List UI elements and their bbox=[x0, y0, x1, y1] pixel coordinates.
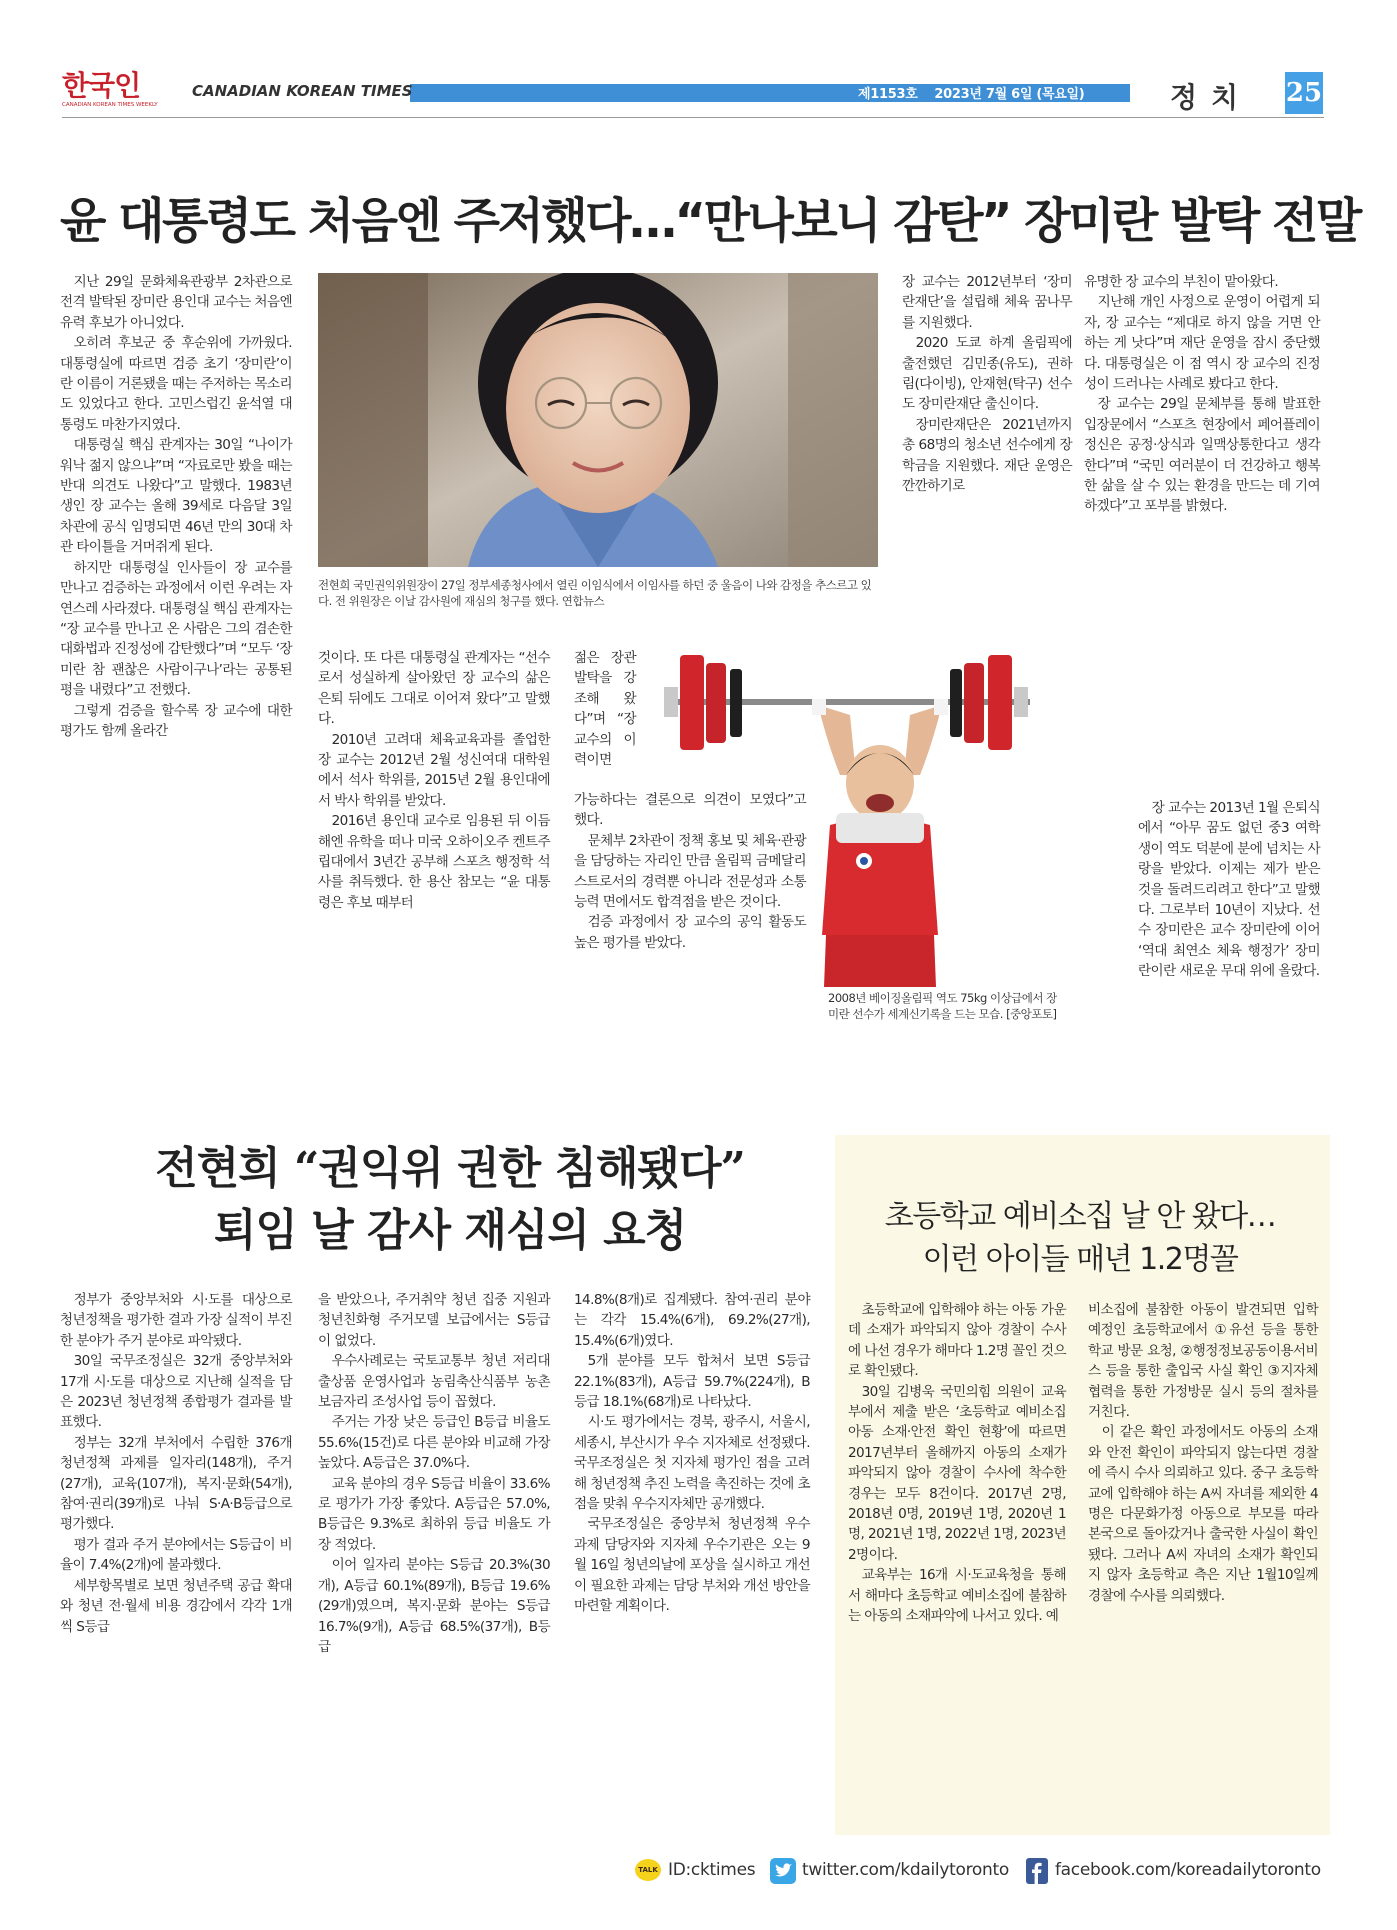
article2-headline-line2: 퇴임 날 감사 재심의 요청 bbox=[213, 1205, 687, 1256]
logo-text: 한국인 bbox=[62, 69, 141, 102]
paragraph: 14.8%(8개)로 집계됐다. 참여·권리 분야는 각각 15.4%(6개), 69.2%(27개), 15.4%(6개)였다. bbox=[574, 1292, 810, 1349]
paragraph: 지난해 개인 사정으로 운영이 어렵게 되자, 장 교수는 “제대로 하지 않을 거면 안 하는 게 낫다”며 재단 운영을 잠시 중단했다. 대통령실은 이 점 역시 장 교수의 진정성이 드러나는 사례로 봤다고 한다. bbox=[1084, 294, 1320, 393]
paragraph: 검증 과정에서 장 교수의 공익 활동도 높은 평가를 받았다. bbox=[574, 914, 806, 951]
section-title: 정치 bbox=[1170, 81, 1253, 114]
twitter-icon bbox=[770, 1858, 796, 1884]
paragraph: 시·도 평가에서는 경북, 광주시, 서울시, 세종시, 부산시가 우수 지자체로 선정됐다. 국무조정실은 첫 지자체 평가인 점을 고려해 청년정책 추진 노력을 촉진하는 것에 초점을 맞춰 우수지자체만 공개했다. bbox=[574, 1414, 810, 1513]
paragraph: 장 교수는 2012년부터 ‘장미란재단’을 설립해 체육 꿈나무를 지원했다. bbox=[902, 274, 1072, 331]
newspaper-logo bbox=[62, 70, 186, 110]
paragraph: 장미란재단은 2021년까지 총 68명의 청소년 선수에게 장학금을 지원했다. 재단 운영은 깐깐하기로 bbox=[902, 416, 1072, 495]
facebook-link[interactable]: facebook.com/koreadailytoronto bbox=[1055, 1860, 1321, 1880]
photo2-caption: 2008년 베이징올림픽 역도 75kg 이상급에서 장미란 선수가 세계신기록을 드는 모습. [중앙포토] bbox=[828, 991, 1057, 1021]
article2-headline-line1: 전현희 “권익위 권한 침해됐다” bbox=[155, 1143, 745, 1194]
kakao-icon bbox=[635, 1859, 661, 1881]
article3-headline-line2: 이런 아이들 매년 1.2명꼴 bbox=[922, 1242, 1238, 1277]
paragraph: 2016년 용인대 교수로 임용된 뒤 이듬해엔 유학을 떠나 미국 오하이오주 켄트주립대에서 3년간 공부해 스포츠 행정학 석사를 취득했다. 한 용산 참모는 “윤 대통령은 후보 때부터 bbox=[318, 813, 550, 911]
paragraph: 대통령실 핵심 관계자는 30일 “나이가 워낙 젊지 않으냐”며 “자료로만 봤을 때는 반대 의견도 나왔다”고 말했다. 1983년생인 장 교수는 올해 39세로 다음달 3일 차관에 공식 임명되면 46년 만의 30대 차관 타이틀을 거머쥐게 된다. bbox=[60, 437, 292, 556]
portrait-photo bbox=[318, 273, 878, 567]
paragraph: 평가 결과 주거 분야에서는 S등급이 비율이 7.4%(2개)에 불과했다. bbox=[60, 1536, 292, 1574]
logo-subtext: CANADIAN KOREAN TIMES WEEKLY bbox=[62, 102, 158, 108]
paragraph: 것이다. 또 다른 대통령실 관계자는 “선수로서 성실하게 살아왔던 장 교수의 삶은 은퇴 뒤에도 그대로 이어져 왔다”고 말했다. bbox=[318, 650, 550, 728]
paragraph: 30일 국무조정실은 32개 중앙부처와 17개 시·도를 대상으로 지난해 실적을 담은 2023년 청년정책 종합평가 결과를 발표했다. bbox=[60, 1353, 292, 1431]
paragraph: 교육부는 16개 시·도교육청을 통해서 해마다 초등학교 예비소집에 불참하는 아동의 소재파악에 나서고 있다. 예 bbox=[848, 1567, 1066, 1625]
weightlifter-photo bbox=[650, 635, 1048, 987]
article1-column-5-top bbox=[1084, 272, 1320, 517]
paragraph: 장 교수는 29일 문체부를 통해 발표한 입장문에서 “스포츠 현장에서 페어플레이 정신은 공정·상식과 일맥상통한다고 생각한다”며 “국민 여러분이 더 건강하고 행복한 삶을 살 수 있는 환경을 만드는 데 기여하겠다”고 포부를 밝혔다. bbox=[1084, 396, 1320, 515]
paragraph: 이어 일자리 분야는 S등급 20.3%(30개), A등급 60.1%(89개), B등급 19.6%(29개)였으며, 복지·문화 분야는 S등급 16.7%(9개), A등급 68.5%(37개), B등급 bbox=[318, 1557, 550, 1655]
paragraph: 을 받았으나, 주거취약 청년 집중 지원과 청년친화형 주거모델 보급에서는 S등급이 없었다. bbox=[318, 1292, 550, 1349]
paragraph: 유명한 장 교수의 부친이 맡아왔다. bbox=[1084, 274, 1279, 290]
paragraph: 2020 도쿄 하계 올림픽에 출전했던 김민종(유도), 권하림(다이빙), 안재현(탁구) 선수도 장미란재단 출신이다. bbox=[902, 335, 1072, 413]
paragraph: 비소집에 불참한 아동이 발견되면 입학 예정인 초등학교에서 ①유선 등을 통한 학교 방문 요청, ②행정정보공동이용서비스 등을 통한 출입국 사실 확인 ③지자체 협력을 통한 가정방문 실시 등의 절차를 거친다. bbox=[1088, 1302, 1318, 1421]
article3-column-2 bbox=[1088, 1300, 1318, 1606]
paragraph: 그렇게 검증을 할수록 장 교수에 대한 평가도 함께 올라간 bbox=[60, 702, 292, 739]
paragraph: 초등학교에 입학해야 하는 아동 가운데 소재가 파악되지 않아 경찰이 수사에 나선 경우가 해마다 1.2명 꼴인 것으로 확인됐다. bbox=[848, 1302, 1066, 1380]
paragraph: 교육 분야의 경우 S등급 비율이 33.6%로 평가가 가장 좋았다. A등급은 57.0%, B등급은 9.3%로 최하위 등급 비율도 가장 적었다. bbox=[318, 1475, 550, 1553]
paragraph: 국무조정실은 중앙부처 청년정책 우수과제 담당자와 지자체 우수기관은 오는 9월 16일 청년의날에 포상을 실시하고 개선이 필요한 과제는 담당 부처와 개선 방안을 마련할 계획이다. bbox=[574, 1516, 810, 1615]
twitter-link[interactable]: twitter.com/kdailytoronto bbox=[802, 1860, 1009, 1880]
article1-column-2 bbox=[318, 648, 550, 913]
kakao-badge: TALK bbox=[638, 1866, 658, 1874]
paragraph: 30일 김병욱 국민의힘 의원이 교육부에서 제출 받은 ‘초등학교 예비소집 아동 소재·안전 확인 현황’에 따르면 2017년부터 올해까지 아동의 소재가 파악되지 않아 경찰이 수사에 착수한 경우는 모두 8건이다. 2017년 2명, 2018년 0명, 2019년 1명, 2020년 1명, 2021년 1명, 2022년 1명, 2023년 2명이다. bbox=[848, 1383, 1066, 1563]
paragraph: 정부는 32개 부처에서 수립한 376개 청년정책 과제를 일자리(148개), 주거(27개), 교육(107개), 복지·문화(54개), 참여·권리(39개)로 나눠 S·A·B등급으로 평가했다. bbox=[60, 1434, 292, 1533]
article3-column-1 bbox=[848, 1300, 1066, 1627]
paragraph: 지난 29일 문화체육관광부 2차관으로 전격 발탁된 장미란 용인대 교수는 처음엔 유력 후보가 아니었다. bbox=[60, 274, 292, 331]
paragraph: 오히려 후보군 중 후순위에 가까웠다. 대통령실에 따르면 검증 초기 ‘장미란’이란 이름이 거론됐을 때는 주저하는 목소리도 있었다고 한다. 고민스럽긴 윤석열 대통령도 마찬가지였다. bbox=[60, 335, 292, 433]
kakao-id[interactable]: ID:cktimes bbox=[668, 1860, 756, 1880]
paragraph: 하지만 대통령실 인사들이 장 교수를 만나고 검증하는 과정에서 이런 우려는 자연스레 사라졌다. 대통령실 핵심 관계자는 “장 교수를 만나고 온 사람은 그의 겸손한 대화법과 진정성에 감탄했다”며 “모두 ‘장미란 참 괜찮은 사람이구나’라는 공통된 평을 내렸다”고 전했다. bbox=[60, 559, 292, 699]
article1-column-3-top bbox=[574, 648, 636, 770]
paragraph: 장 교수는 2013년 1월 은퇴식에서 “아무 꿈도 없던 중3 여학생이 역도 덕분에 분에 넘치는 사랑을 받았다. 이제는 제가 받은 것을 돌려드리려고 한다”고 말했다. 그로부터 10년이 지났다. 선수 장미란은 교수 장미란에 이어 ‘역대 최연소 체육 행정가’ 장미란이란 새로운 무대 위에 올랐다. bbox=[1138, 800, 1320, 980]
paragraph: 문체부 2차관이 정책 홍보 및 체육·관광을 담당하는 자리인 만큼 올림픽 금메달리스트로서의 경력뿐 아니라 전문성과 소통 능력 면에서도 합격점을 받은 것이다. bbox=[574, 832, 806, 911]
weightlifter-illustration bbox=[650, 635, 1048, 987]
paragraph: 정부가 중앙부처와 시·도를 대상으로 청년정책을 평가한 결과 가장 실적이 부진한 분야가 주거 분야로 파악됐다. bbox=[60, 1292, 292, 1349]
page-number: 25 bbox=[1285, 72, 1323, 114]
photo1-caption: 전현희 국민권익위원장이 27일 정부세종청사에서 열린 이임식에서 이임사를 하던 중 울음이 나와 감정을 추스르고 있다. 전 위원장은 이날 감사원에 재심의 청구를 했다. 연합뉴스 bbox=[318, 578, 872, 608]
paragraph: 젊은 장관 발탁을 강조해 왔다”며 “장 교수의 이력이면 bbox=[574, 650, 636, 769]
article2-column-1 bbox=[60, 1290, 292, 1637]
paragraph: 주거는 가장 낮은 등급인 B등급 비율도 55.6%(15건)로 다른 분야와 비교해 가장 높았다. A등급은 37.0%다. bbox=[318, 1414, 550, 1472]
article3-headline bbox=[845, 1195, 1315, 1281]
article2-column-2 bbox=[318, 1290, 550, 1657]
paragraph: 이 같은 확인 과정에서도 아동의 소재와 안전 확인이 파악되지 않는다면 경찰에 즉시 수사 의뢰하고 있다. 중구 초등학교에 입학해야 하는 A씨 자녀를 제외한 4명은 다문화가정 아동으로 부모를 따라 본국으로 돌아갔거나 출국한 사실이 확인됐다. 그러나 A씨 자녀의 소재가 확인되지 않자 초등학교 측은 지난 1월10일께 경찰에 수사를 의뢰했다. bbox=[1088, 1424, 1318, 1604]
article3-headline-line1: 초등학교 예비소집 날 안 왔다… bbox=[884, 1199, 1276, 1234]
paragraph: 5개 분야를 모두 합쳐서 보면 S등급 22.1%(83개), A등급 59.7%(224개), B등급 18.1%(68개)로 나타났다. bbox=[574, 1353, 810, 1411]
paragraph: 2010년 고려대 체육교육과를 졸업한 장 교수는 2012년 2월 성신여대 대학원에서 석사 학위를, 2015년 2월 용인대에서 박사 학위를 받았다. bbox=[318, 731, 550, 809]
paragraph: 우수사례로는 국토교통부 청년 저리대출상품 운영사업과 농림축산식품부 농촌보금자리 조성사업 등이 꼽혔다. bbox=[318, 1353, 550, 1411]
paragraph: 가능하다는 결론으로 의견이 모였다”고 했다. bbox=[574, 792, 806, 829]
article2-headline bbox=[60, 1138, 840, 1262]
article1-headline: 윤 대통령도 처음엔 주저했다…“만나보니 감탄” 장미란 발탁 전말 bbox=[60, 193, 1360, 249]
issue-date: 제1153호 2023년 7월 6일 (목요일) bbox=[858, 87, 1085, 102]
article1-column-5-bottom bbox=[1138, 798, 1320, 982]
article1-column-4 bbox=[902, 272, 1072, 496]
article1-column-1 bbox=[60, 272, 292, 741]
paper-name: CANADIAN KOREAN TIMES bbox=[192, 82, 413, 100]
portrait-illustration bbox=[318, 273, 878, 567]
paragraph: 세부항목별로 보면 청년주택 공급 확대와 청년 전·월세 비용 경감에서 각각 1개씩 S등급 bbox=[60, 1577, 292, 1635]
header-divider bbox=[62, 117, 1324, 118]
facebook-icon bbox=[1026, 1858, 1048, 1884]
article2-column-3 bbox=[574, 1290, 810, 1617]
